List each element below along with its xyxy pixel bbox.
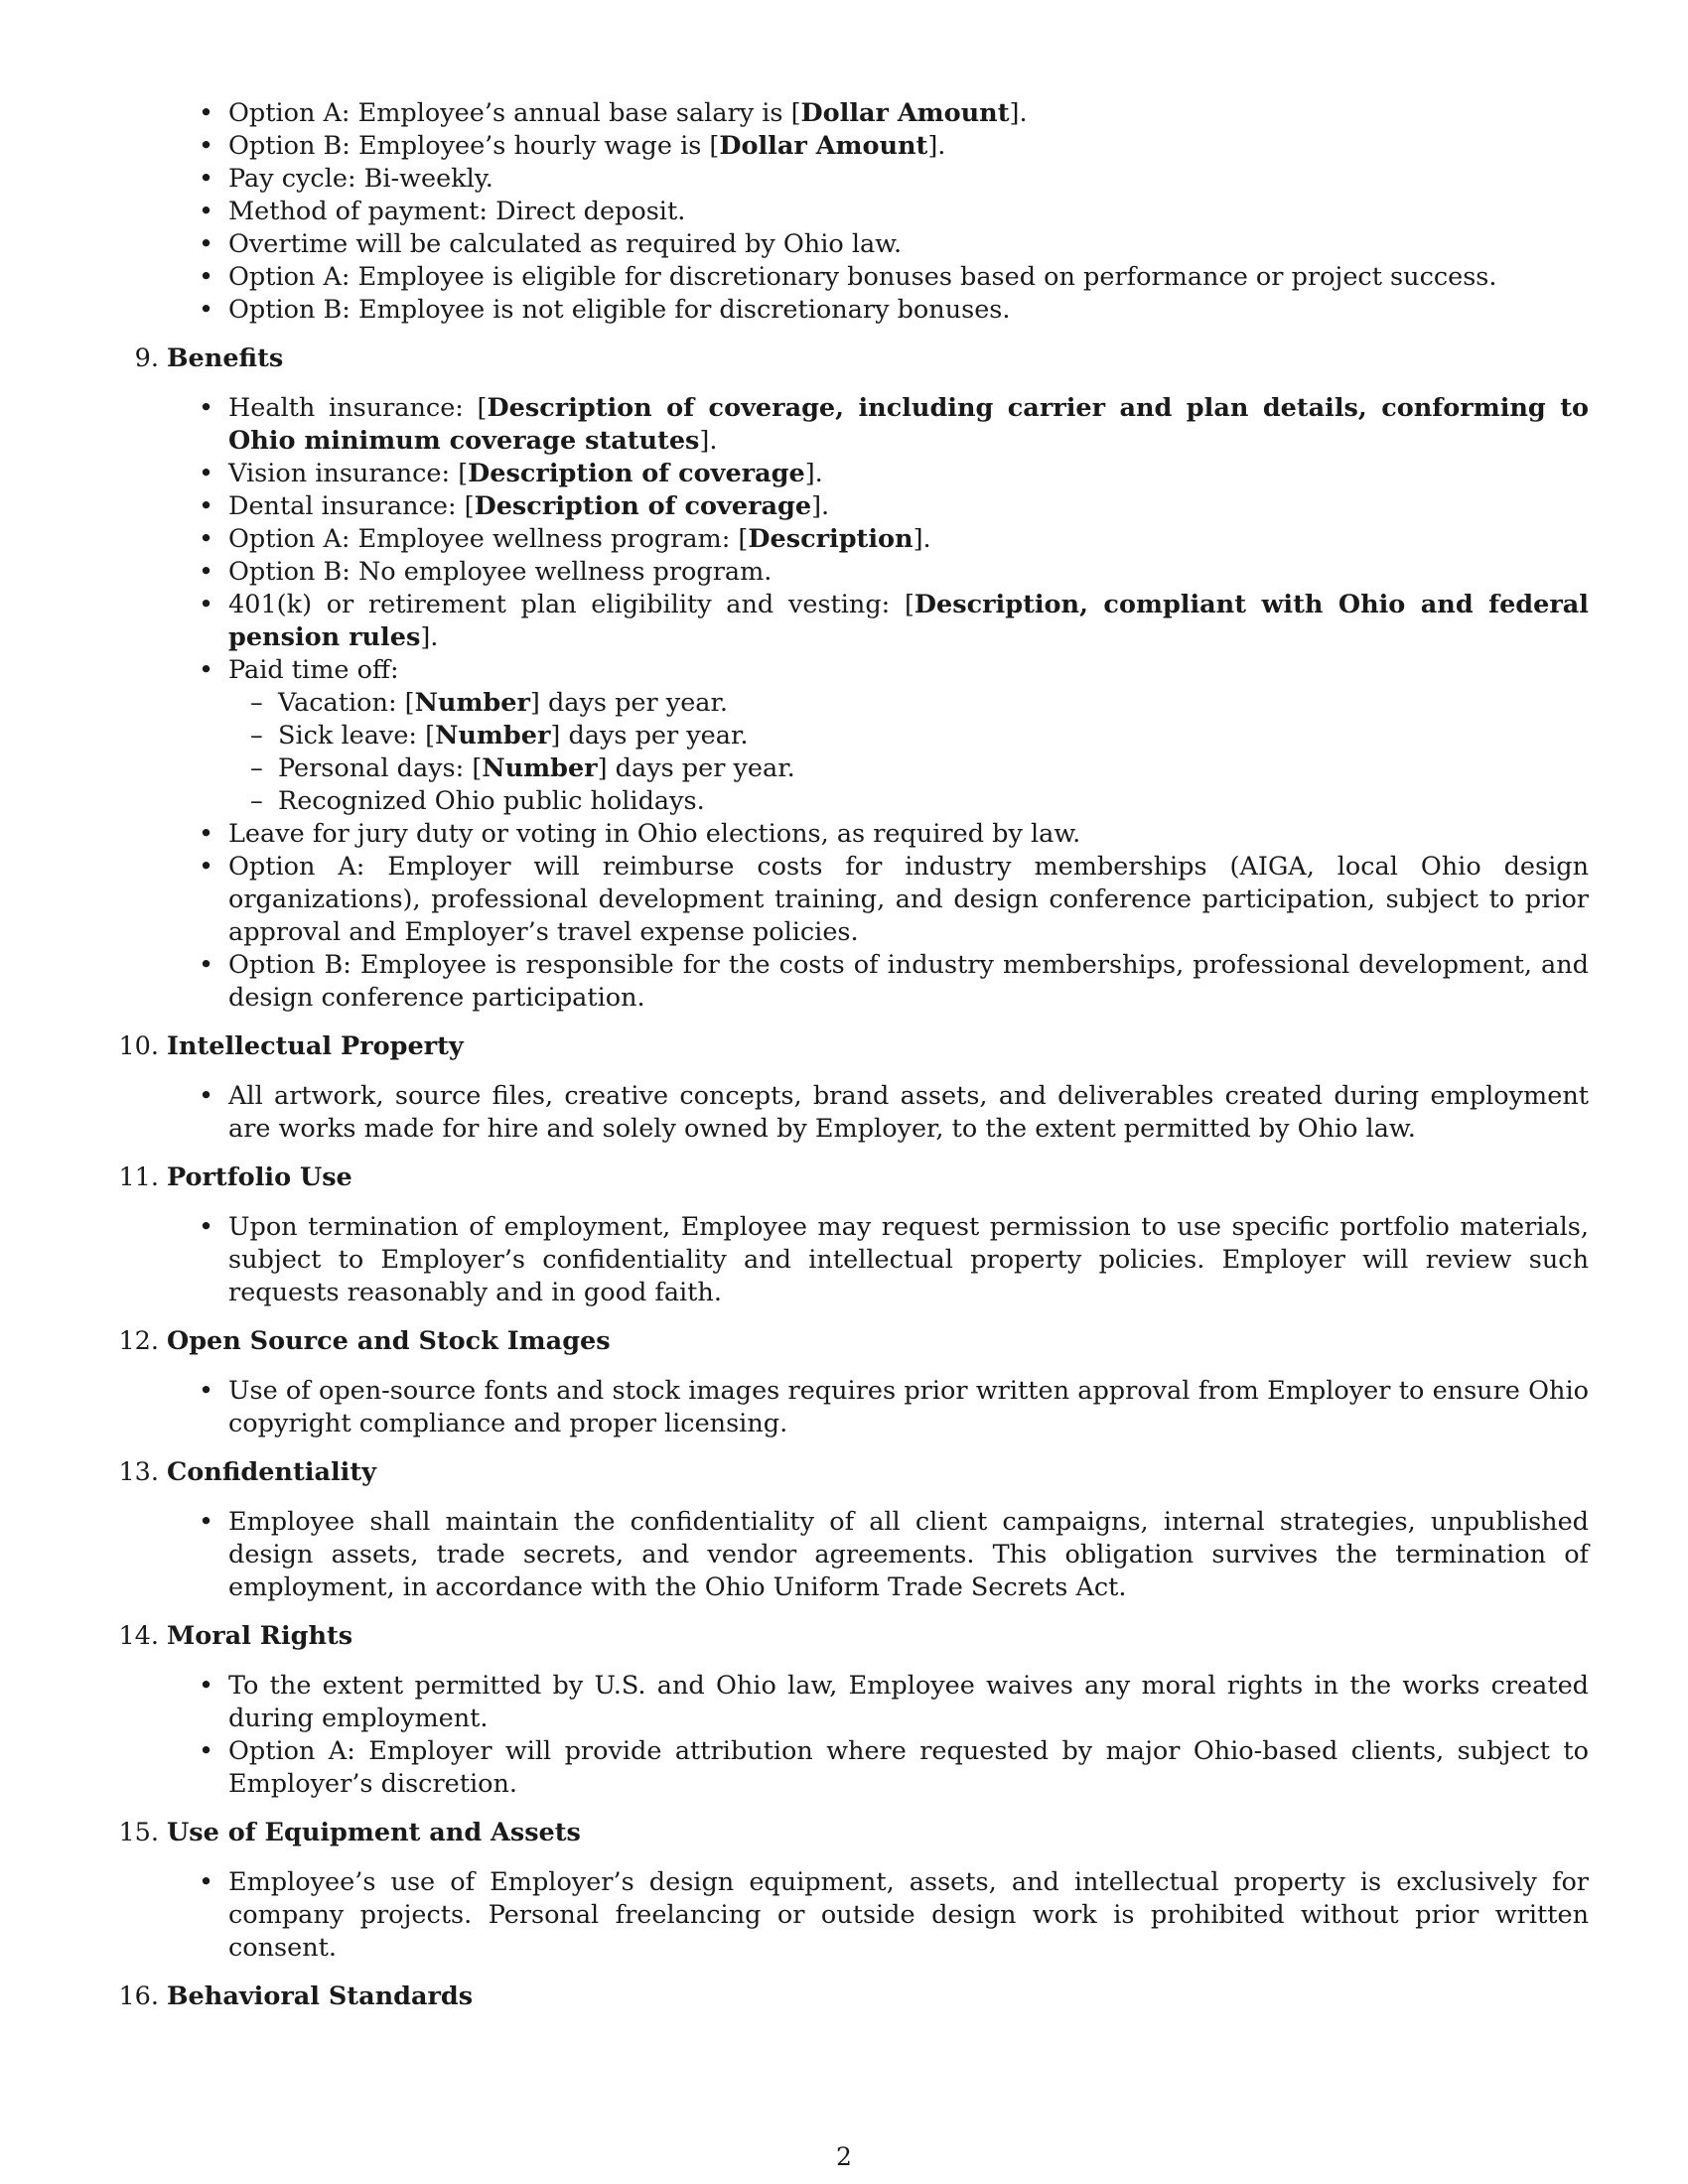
section-title: Portfolio Use (167, 1162, 352, 1192)
section-heading (118, 1325, 1589, 1358)
list-item: • Option B: Employee is not eligible for discretionary bonuses. (228, 294, 1589, 327)
section-number: 12. (118, 1326, 159, 1356)
section-intellectual-property (118, 1030, 1589, 1146)
list-item: – Personal days: [Number] days per year. (278, 752, 1589, 785)
list-item: • Employee shall maintain the confidentiality of all client campaigns, internal strategies, unpublished design assets, trade secrets, and vendor agreements. This obligation survives the termination of employment, in accordance with the Ohio Uniform Trade Secrets Act. (228, 1506, 1589, 1604)
list-item: • Upon termination of employment, Employee may request permission to use specific portfolio materials, subject to Employer’s confidentiality and intellectual property policies. Employer will review such requests reasonably and in good faith. (228, 1211, 1589, 1309)
list-item: • Overtime will be calculated as required by Ohio law. (228, 228, 1589, 261)
section-confidentiality (118, 1456, 1589, 1604)
document-body (118, 97, 1589, 2030)
pto-list (228, 687, 1589, 818)
open-source-list (167, 1375, 1589, 1440)
equipment-list (167, 1866, 1589, 1965)
section-heading (118, 1817, 1589, 1849)
section-behavioral-standards (118, 1980, 1589, 2013)
section-number: 15. (118, 1818, 159, 1847)
list-item: • Option B: Employee is responsible for the costs of industry memberships, professional development, and design conference participation. (228, 949, 1589, 1015)
section-number: 11. (118, 1162, 159, 1192)
list-item: – Recognized Ohio public holidays. (278, 785, 1589, 818)
section-title: Intellectual Property (167, 1031, 464, 1061)
section-heading (134, 342, 1589, 375)
list-item: • Option B: Employee’s hourly wage is [Dollar Amount]. (228, 130, 1589, 163)
section-title: Behavioral Standards (167, 1981, 474, 2011)
intellectual-property-list (167, 1080, 1589, 1146)
list-item: • 401(k) or retirement plan eligibility and vesting: [Description, compliant with Ohio and federal pension rules]. (228, 589, 1589, 654)
list-item: • All artwork, source files, creative concepts, brand assets, and deliverables created during employment are works made for hire and solely owned by Employer, to the extent permitted by Ohio law. (228, 1080, 1589, 1146)
list-item: • Option A: Employee’s annual base salary is [Dollar Amount]. (228, 97, 1589, 130)
list-item: • Option A: Employee wellness program: [Description]. (228, 523, 1589, 556)
section-number: 14. (118, 1621, 159, 1651)
list-item: • Leave for jury duty or voting in Ohio elections, as required by law. (228, 818, 1589, 851)
list-item: – Vacation: [Number] days per year. (278, 687, 1589, 720)
list-item: • Method of payment: Direct deposit. (228, 196, 1589, 228)
section-number: 13. (118, 1457, 159, 1487)
section-heading (118, 1030, 1589, 1063)
section-heading (118, 1980, 1589, 2013)
section-portfolio-use (118, 1161, 1589, 1309)
list-item: • Dental insurance: [Description of coverage]. (228, 490, 1589, 523)
pto-label: Paid time off: (228, 655, 399, 685)
section-title: Use of Equipment and Assets (167, 1818, 581, 1847)
section-benefits (134, 342, 1589, 1015)
section-moral-rights (118, 1620, 1589, 1801)
benefits-list (167, 392, 1589, 1015)
list-item: • Health insurance: [Description of coverage, including carrier and plan details, conforming to Ohio minimum coverage statutes]. (228, 392, 1589, 458)
list-item: • Option B: No employee wellness program. (228, 556, 1589, 589)
list-item: • To the extent permitted by U.S. and Ohio law, Employee waives any moral rights in the works created during employment. (228, 1670, 1589, 1735)
portfolio-use-list (167, 1211, 1589, 1309)
list-item: • Use of open-source fonts and stock images requires prior written approval from Employer to ensure Ohio copyright compliance and proper licensing. (228, 1375, 1589, 1440)
list-item: • Option A: Employee is eligible for discretionary bonuses based on performance or project success. (228, 261, 1589, 294)
section-title: Open Source and Stock Images (167, 1326, 611, 1356)
section-title: Confidentiality (167, 1457, 376, 1487)
list-item: • Vision insurance: [Description of coverage]. (228, 458, 1589, 490)
compensation-list (167, 97, 1589, 327)
list-item: • Pay cycle: Bi-weekly. (228, 163, 1589, 196)
page-number: 2 (836, 2142, 852, 2171)
section-number: 9. (134, 343, 159, 373)
section-equipment (118, 1817, 1589, 1965)
list-item (228, 654, 1589, 818)
moral-rights-list (167, 1670, 1589, 1801)
confidentiality-list (167, 1506, 1589, 1604)
section-title: Benefits (167, 343, 284, 373)
section-title: Moral Rights (167, 1621, 353, 1651)
list-item: – Sick leave: [Number] days per year. (278, 720, 1589, 752)
list-item: • Option A: Employer will reimburse costs for industry memberships (AIGA, local Ohio design organizations), professional development training, and design conference participation, subject to prior approval and Employer’s travel expense policies. (228, 851, 1589, 949)
section-number: 16. (118, 1981, 159, 2011)
list-item: • Employee’s use of Employer’s design equipment, assets, and intellectual property is exclusively for company projects. Personal freelancing or outside design work is prohibited without prior written consent. (228, 1866, 1589, 1965)
section-open-source (118, 1325, 1589, 1440)
section-heading (118, 1456, 1589, 1489)
section-number: 10. (118, 1031, 159, 1061)
section-heading (118, 1620, 1589, 1653)
list-item: • Option A: Employer will provide attribution where requested by major Ohio-based clients, subject to Employer’s discretion. (228, 1735, 1589, 1801)
section-heading (118, 1161, 1589, 1194)
